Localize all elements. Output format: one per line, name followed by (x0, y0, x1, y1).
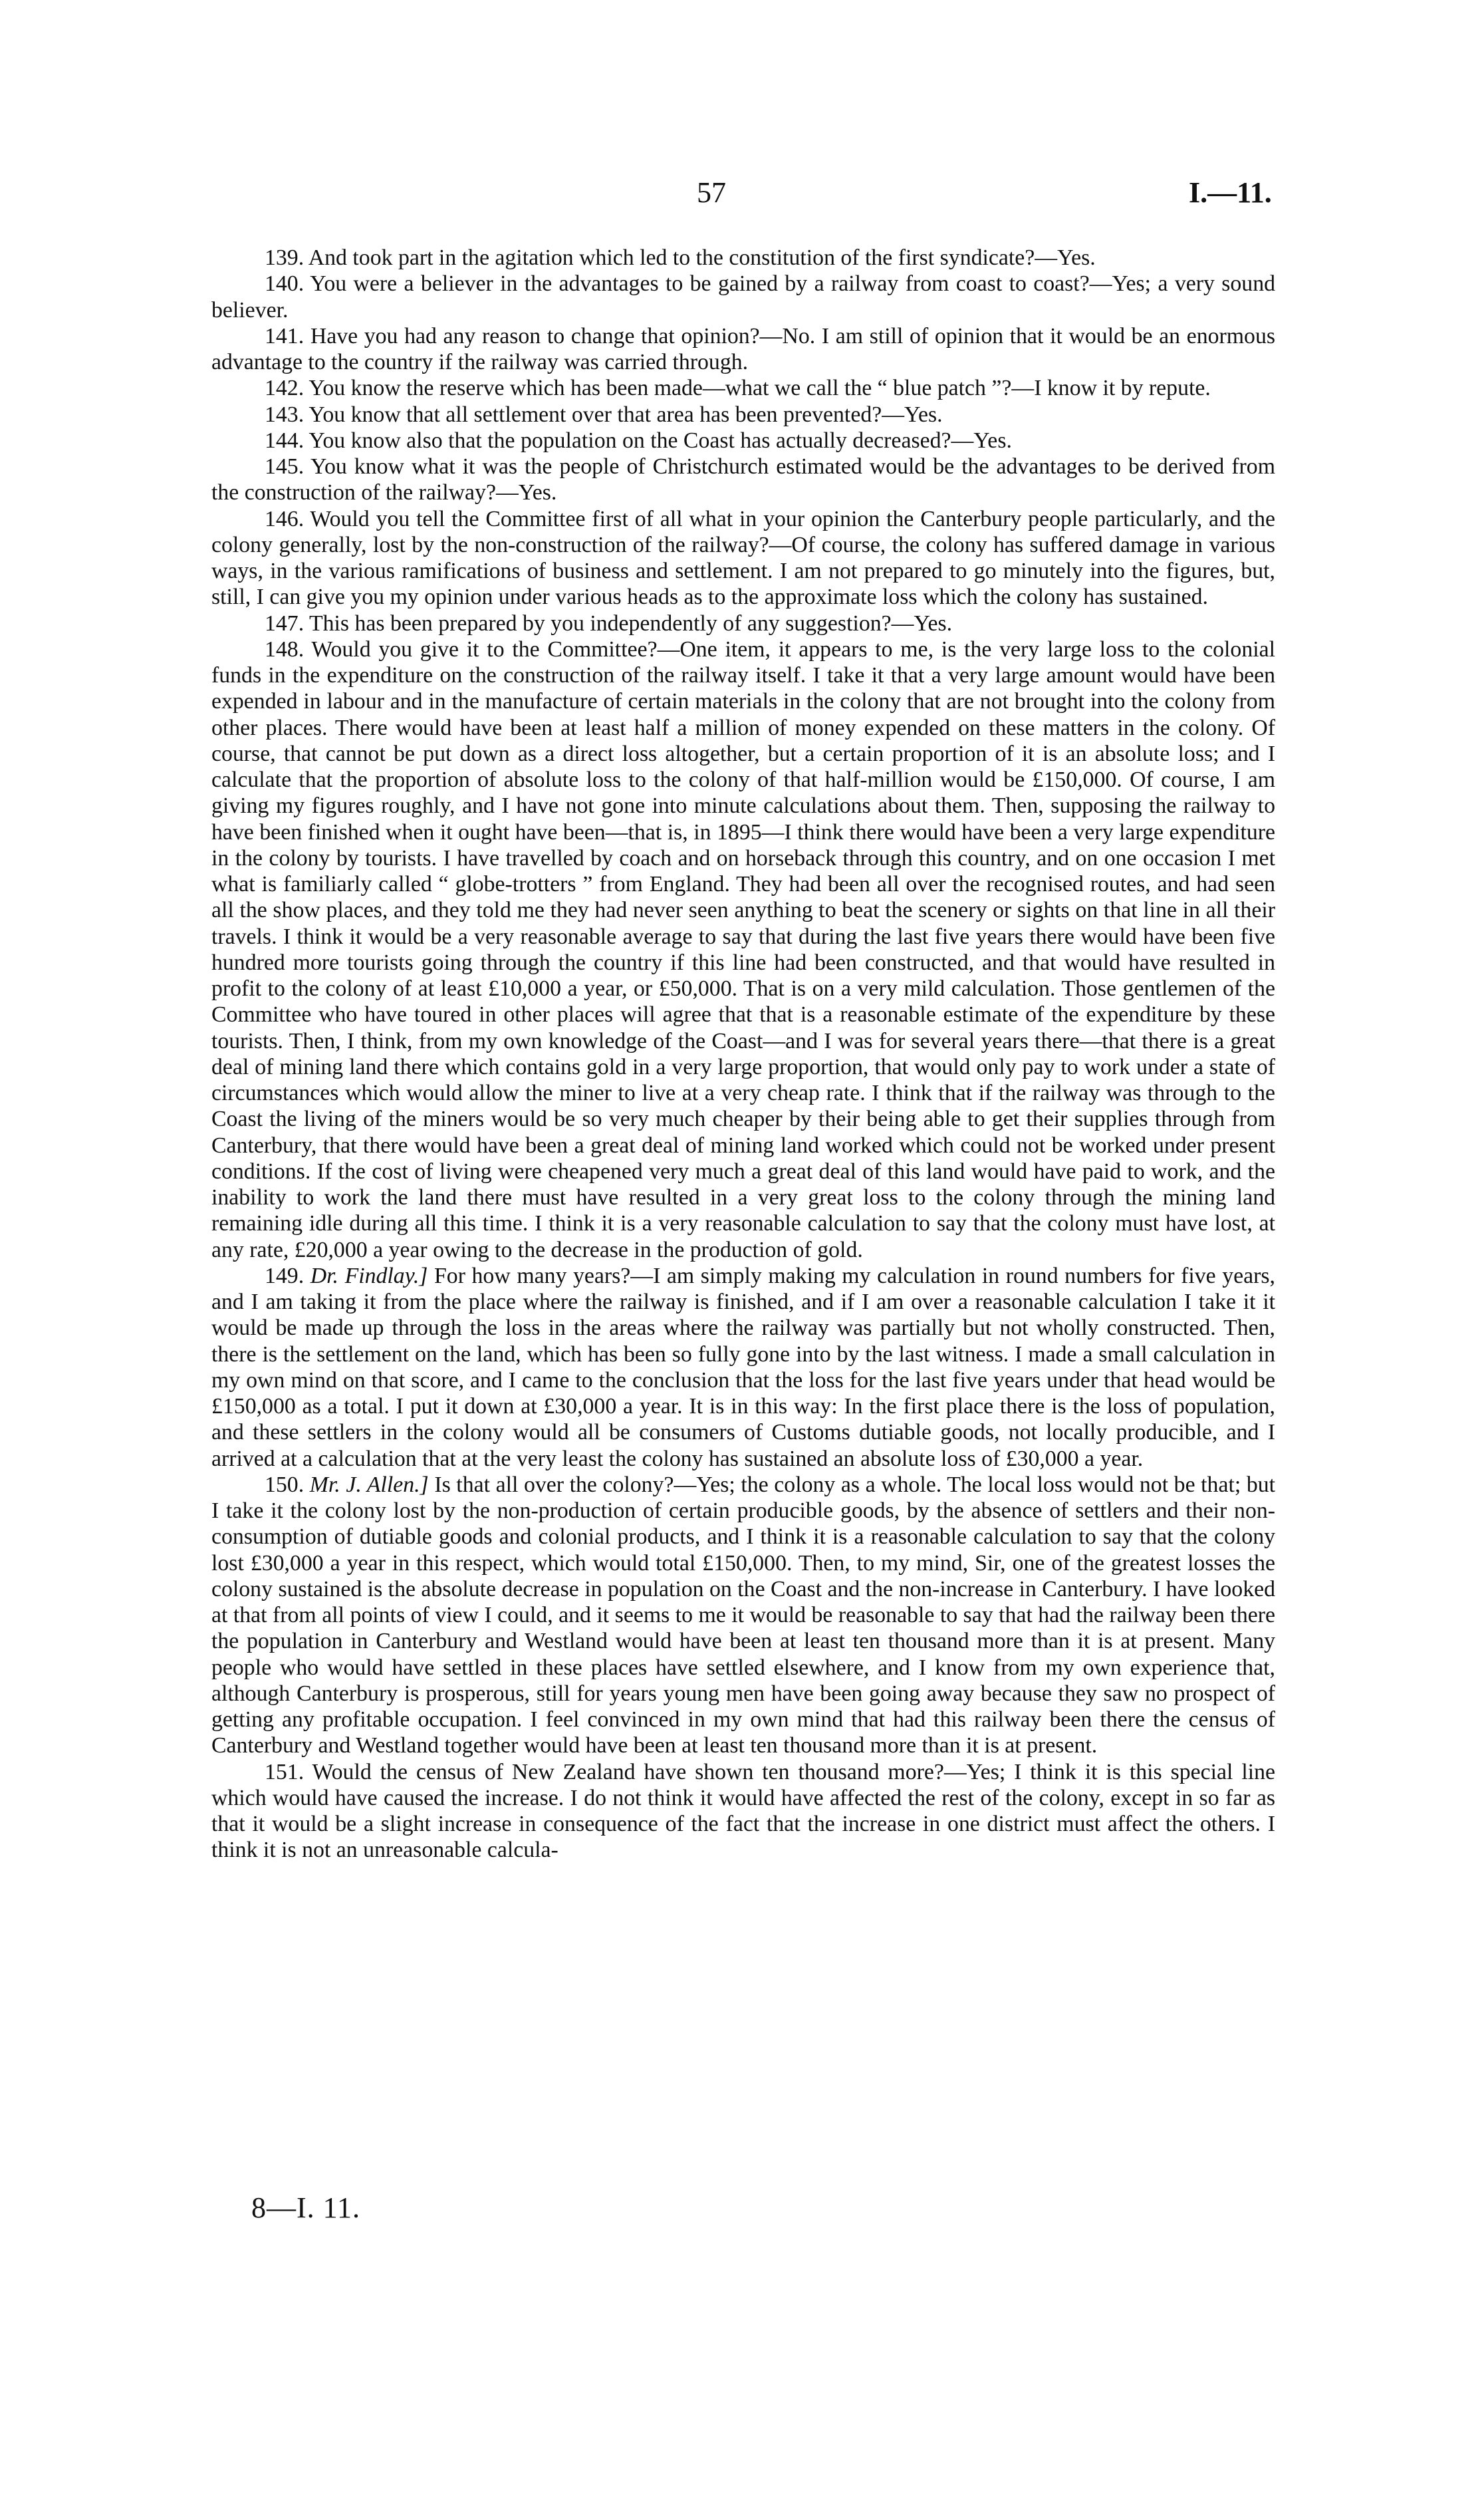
paragraph-text: Would the census of New Zealand have shown ten thousand more?—Yes; I think it is this special line which would have caused the increase. I do not think it would have affected the rest of the colony, except in so far as that it would be a slight increase in consequence of the fact that the increase in one district must affect the others. I think it is not an unreasonable calcula- (211, 1759, 1276, 1863)
paragraph-text: And took part in the agitation which led to the constitution of the first syndicate?—Yes. (308, 245, 1096, 270)
paragraph-number: 141. (265, 323, 305, 348)
paragraph-number: 148. (265, 636, 305, 662)
paragraph-145 (211, 454, 1275, 506)
paragraph-text: You know that all settlement over that area has been prevented?—Yes. (309, 402, 943, 427)
paragraph-140 (211, 271, 1275, 323)
signature-mark: 8—I. 11. (251, 2191, 361, 2224)
paragraph-number: 151. (265, 1759, 305, 1784)
paragraph-148 (211, 636, 1275, 1263)
paragraph-142 (211, 375, 1275, 401)
paragraph-number: 143. (265, 402, 305, 427)
paragraph-text: For how many years?—I am simply making my calculation in round numbers for five years, and I am taking it from the place where the railway is finished, and if I am over a reasonable calculation I take it it would be made up through the loss in the areas where the railway was partially but not wholly constructed. Then, there is the settlement on the land, which has been so fully gone into by the last witness. I made a small calculation in my own mind on that score, and I came to the conclusion that the loss for the last five years under that head would be £150,000 as a total. I put it down at £30,000 a year. It is in this way: In the first place there is the loss of population, and these settlers in the colony would all be consumers of Customs dutiable goods, not locally producible, and I arrived at a calculation that at the very least the colony has sustained an absolute loss of £30,000 a year. (211, 1263, 1275, 1471)
paragraph-number: 147. (265, 611, 305, 636)
paragraph-number: 146. (265, 506, 305, 531)
paragraph-144 (211, 428, 1275, 454)
paragraph-text: You know also that the population on the Coast has actually decreased?—Yes. (309, 428, 1012, 453)
paragraph-147 (211, 611, 1275, 636)
document-reference: I.—11. (1189, 176, 1272, 209)
paragraph-number: 140. (265, 271, 305, 297)
paragraph-text: You know what it was the people of Christchurch estimated would be the advantages to be derived from the construction of the railway?—Yes. (211, 454, 1275, 505)
paragraph-number: 139. (265, 245, 305, 270)
paragraph-150 (211, 1472, 1275, 1759)
paragraph-143 (211, 402, 1275, 428)
speaker-name: Dr. Findlay.] (310, 1263, 428, 1288)
paragraph-number: 144. (265, 428, 305, 453)
page-number: 57 (697, 176, 726, 209)
paragraph-text: Would you give it to the Committee?—One item, it appears to me, is the very large loss to the colonial funds in the expenditure on the construction of the railway itself. I take it that a very large amount would have been expended in labour and in the manufacture of certain materials in the colony that are not brought into the colony from other places. There would have been at least half a million of money expended on these matters in the colony. Of course, that cannot be put down as a direct loss altogether, but a certain proportion of it is an absolute loss; and I calculate that the proportion of absolute loss to the colony of that half-million would be £150,000. Of course, I am giving my figures roughly, and I have not gone into minute calculations about them. Then, supposing the railway to have been finished when it ought have been—that is, in 1895—I think there would have been a very large expenditure in the colony by tourists. I have travelled by coach and on horseback through this country, and on one occasion I met what is familiarly called “ globe-trotters ” from England. They had been all over the recognised routes, and had seen all the show places, and they told me they had never seen anything to beat the scenery or sights on that line in all their travels. I think it would be a very reasonable average to say that during the last five years there would have been five hundred more tourists going through the country if this line had been constructed, and that would have resulted in profit to the colony of at least £10,000 a year, or £50,000. That is on a very mild calculation. Those gentlemen of the Committee who have toured in other places will agree that that is a reasonable estimate of the expenditure by these tourists. Then, I think, from my own knowledge of the Coast—and I was for several years there—that there is a great deal of mining land there which contains gold in a very large proportion, that would only pay to work under a state of circumstances which would allow the miner to live at a very cheap rate. I think that if the railway was through to the Coast the living of the miners would be so very much cheaper by their being able to get their supplies through from Canterbury, that there would have been a great deal of mining land worked which could not be worked under present conditions. If the cost of living were cheapened very much a great deal of this land would have paid to work, and the inability to work the land there must have resulted in a very great loss to the colony through the mining land remaining idle during all this time. I think it is a very reasonable calculation to say that the colony must have lost, at any rate, £20,000 a year owing to the decrease in the production of gold. (211, 636, 1275, 1262)
paragraph-number: 149. (265, 1263, 305, 1288)
paragraph-number: 150. (265, 1472, 305, 1497)
paragraph-number: 142. (265, 376, 305, 401)
paragraph-151 (211, 1759, 1275, 1864)
paragraph-text: This has been prepared by you independently of any suggestion?—Yes. (309, 611, 953, 636)
paragraph-141 (211, 323, 1275, 376)
paragraph-149 (211, 1263, 1275, 1472)
paragraph-text: Is that all over the colony?—Yes; the colony as a whole. The local loss would not be that; but I take it the colony lost by the non-production of certain producible goods, by the absence of settlers and their non-consumption of dutiable goods and colonial products, and I think it is a reasonable calculation to say that the colony lost £30,000 a year in this respect, which would total £150,000. Then, to my mind, Sir, one of the greatest losses the colony sustained is the absolute decrease in population on the Coast and the non-increase in Canterbury. I have looked at that from all points of view I could, and it seems to me it would be reasonable to say that had the railway been there the population in Canterbury and Westland would have been at least ten thousand more than it is at present. Many people who would have settled in these places have settled elsewhere, and I know from my own experience that, although Canterbury is prosperous, still for years young men have been going away because they saw no prospect of getting any profitable occupation. I feel convinced in my own mind that had this railway been there the census of Canterbury and Westland together would have been at least ten thousand more than it is at present. (211, 1472, 1276, 1758)
paragraph-text: You were a believer in the advantages to be gained by a railway from coast to coast?—Yes; a very sound believer. (211, 271, 1276, 323)
paragraph-text: You know the reserve which has been made—what we call the “ blue patch ”?—I know it by repute. (309, 376, 1211, 401)
speaker-name: Mr. J. Allen.] (309, 1472, 429, 1497)
document-body (211, 245, 1275, 1864)
paragraph-text: Have you had any reason to change that opinion?—No. I am still of opinion that it would be an enormous advantage to the country if the railway was carried through. (211, 323, 1276, 374)
paragraph-139 (211, 245, 1275, 271)
paragraph-146 (211, 506, 1275, 611)
paragraph-number: 145. (265, 454, 305, 479)
paragraph-text: Would you tell the Committee first of all what in your opinion the Canterbury people particularly, and the colony generally, lost by the non-construction of the railway?—Of course, the colony has suffered damage in various ways, in the various ramifications of business and settlement. I am not prepared to go minutely into the figures, but, still, I can give you my opinion under various heads as to the approximate loss which the colony has sustained. (211, 506, 1275, 610)
